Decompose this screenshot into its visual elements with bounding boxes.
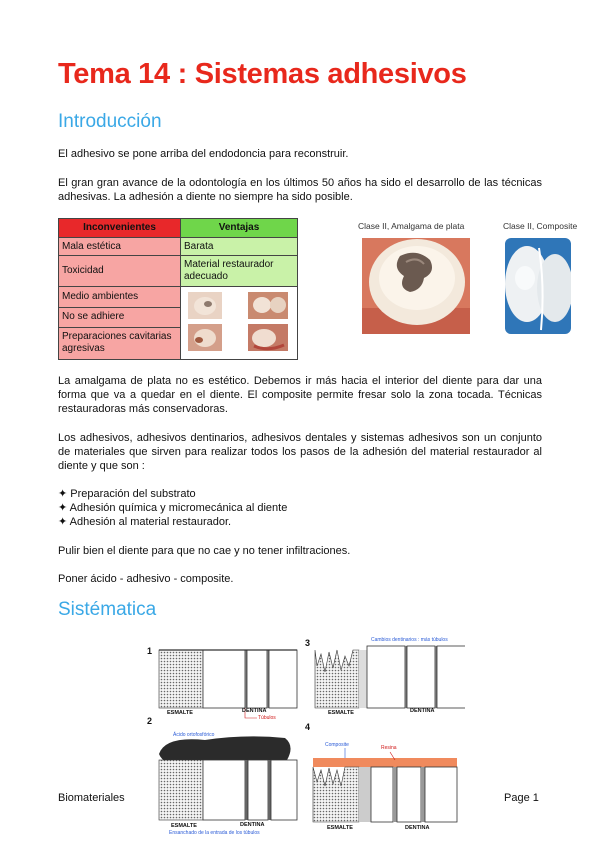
table-cell: Preparaciones cavitarias agresivas [59,327,181,359]
label-esmalte: ESMALTE [327,825,353,831]
adhesion-schematic-figure [145,636,465,844]
adhesion-schematic-drawing [145,636,465,844]
figure-step-number: 3 [305,638,311,648]
paragraph-3: La amalgama de plata no es estético. Debemos ir más hacia el interior del diente para dar una forma que va a quedar en el diente. El composite permite fresar solo la zona tocada. Técnicas restauradoras más conservadoras. [58,375,542,415]
footer-left: Biomateriales [58,792,125,804]
label-esmalte: ESMALTE [167,710,193,716]
table-header-ventajas: Ventajas [181,219,298,238]
label-cambios: Cambios dentinarios : más túbulos [371,637,448,643]
label-dentina: DENTINA [410,708,435,714]
list-item [58,515,231,529]
footer-page-number: Page 1 [504,792,539,804]
table-cell: Mala estética [59,238,181,256]
table-header-inconvenientes: Inconvenientes [59,219,181,238]
list-item [58,487,196,501]
composite-tooth-photo [505,238,571,334]
paragraph-1: El adhesivo se pone arriba del endodoncia para reconstruir. [58,148,349,160]
bullet-icon: ✦ [58,502,68,514]
label-dentina: DENTINA [242,708,267,714]
figure-step-number: 2 [147,716,153,726]
amalgam-tooth-photo [362,238,470,334]
table-cell: Toxicidad [59,256,181,287]
paragraph-4: Los adhesivos, adhesivos dentinarios, adhesivos dentales y sistemas adhesivos son un conjunto de materiales que sirven para realizar todos los pasos de la adhesión del material restaurador al diente y que son : [58,432,542,472]
table-cell: Material restaurador adecuado [181,256,298,287]
page-title: Tema 14 : Sistemas adhesivos [58,58,467,90]
list-item-text: Adhesión al material restaurador. [69,516,232,528]
label-esmalte: ESMALTE [328,710,354,716]
table-photos-cell [181,287,298,360]
list-item [58,501,287,515]
label-esmalte: ESMALTE [171,823,197,829]
label-ensanchado: Ensanchado de la entrada de los túbulos [169,830,260,836]
label-dentina: DENTINA [240,822,265,828]
photo-label-amalgama: Clase II, Amalgama de plata [358,221,465,231]
section-heading-introduccion: Introducción [58,111,162,132]
figure-step-number: 4 [305,722,311,732]
label-acido: Ácido ortofosfórico [173,732,215,738]
table-cell: Barata [181,238,298,256]
section-heading-sistematica: Sistématica [58,599,157,620]
tooth-photos-thumbnails [184,290,294,352]
label-tubulos: Túbulos [258,715,276,721]
paragraph-6: Poner ácido - adhesivo - composite. [58,573,234,585]
list-item-text: Preparación del substrato [70,488,196,500]
bullet-icon: ✦ [58,516,68,528]
label-composite: Composite [325,742,349,748]
comparison-table [58,218,298,360]
table-cell: No se adhiere [59,308,181,328]
list-item-text: Adhesión química y micromecánica al diente [69,502,288,514]
paragraph-5: Pulir bien el diente para que no cae y no tener infiltraciones. [58,545,351,557]
label-resina: Resina [381,745,397,751]
bullet-icon: ✦ [58,488,68,500]
figure-step-number: 1 [147,646,153,656]
table-cell: Medio ambientes [59,287,181,308]
paragraph-2: El gran gran avance de la odontología en los últimos 50 años ha sido el desarrollo de las técnicas adhesivas. La adhesión a diente no siempre ha sido posible. [58,177,542,203]
label-dentina: DENTINA [405,825,430,831]
photo-label-composite: Clase II, Composite [503,221,578,231]
